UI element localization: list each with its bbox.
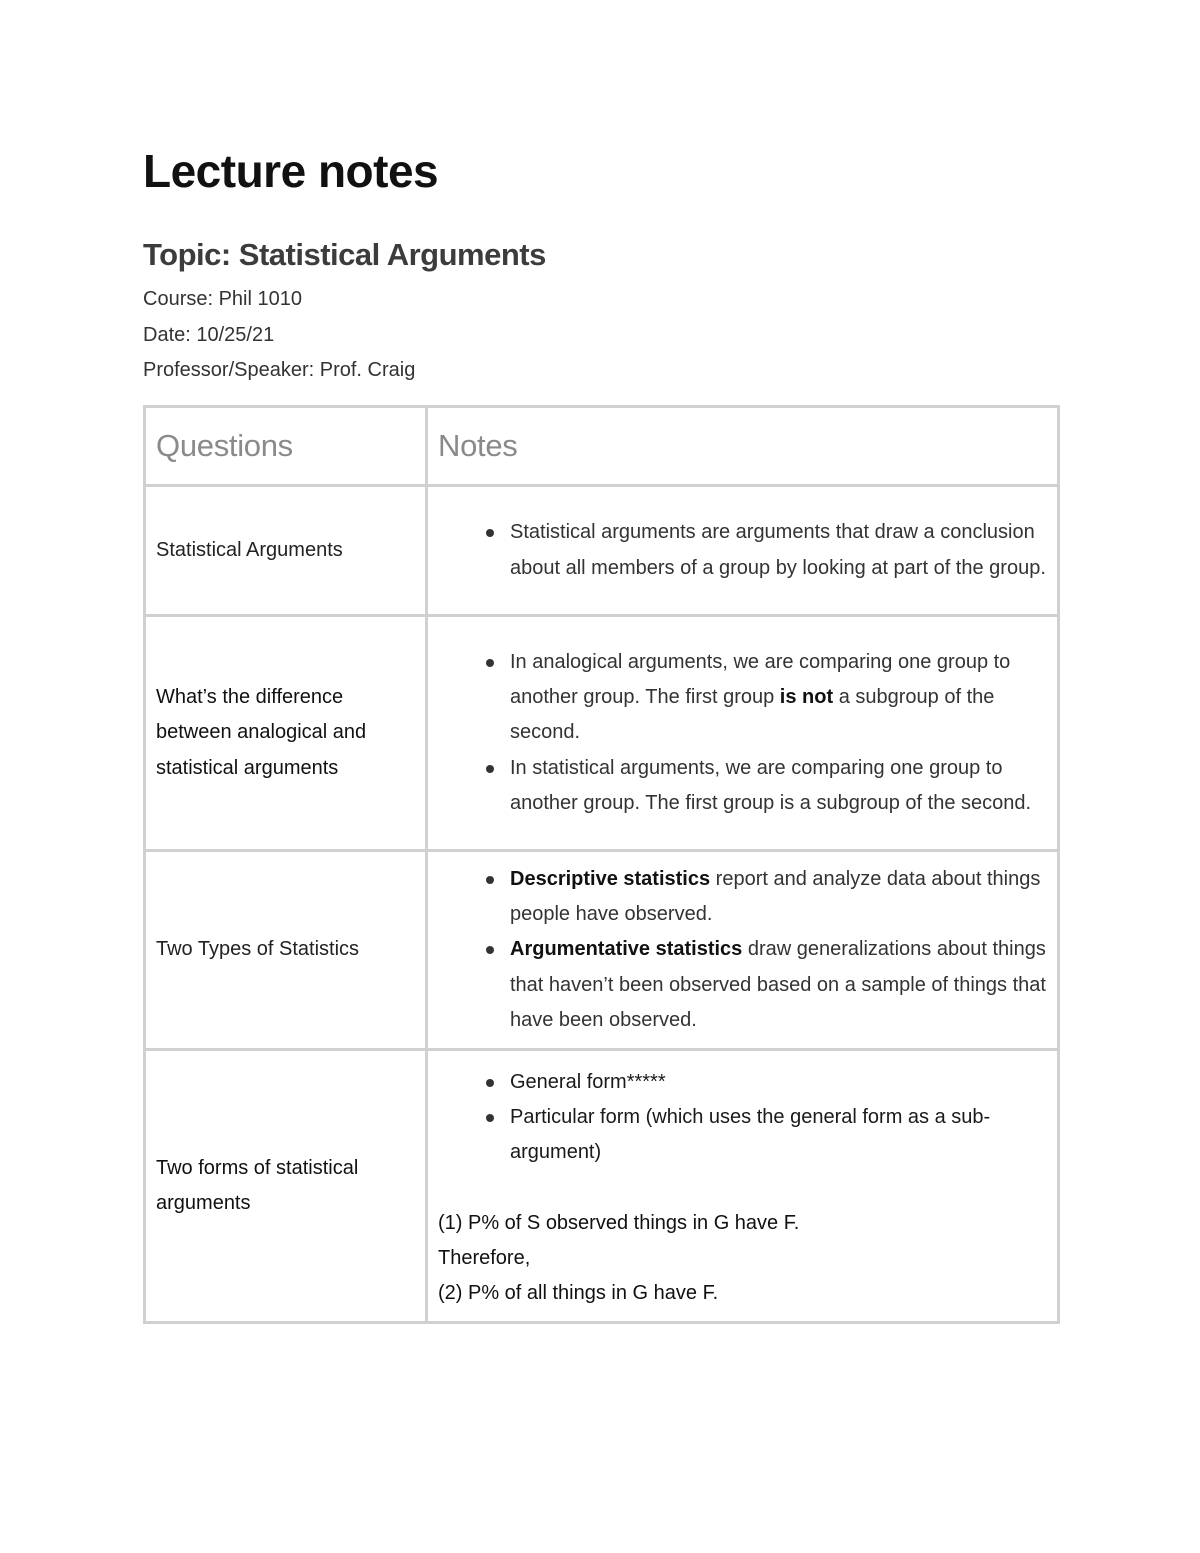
note-text: In statistical arguments, we are comparing one group to another group. The first group is a subgroup of the second. bbox=[510, 756, 1032, 814]
note-item bbox=[510, 862, 1047, 932]
note-item bbox=[510, 751, 1047, 821]
note-text: a subgroup of the second. bbox=[510, 686, 995, 744]
notes-list bbox=[438, 862, 1047, 1038]
note-text: report and analyze data about things people have observed. bbox=[510, 867, 1041, 926]
notes-list bbox=[438, 645, 1047, 821]
notes-header: Notes bbox=[427, 407, 1059, 486]
table-row bbox=[145, 851, 1059, 1050]
notes-cell bbox=[427, 1050, 1059, 1323]
cornell-notes-table bbox=[143, 405, 1060, 1324]
note-text: In analogical arguments, we are comparing one group to another group. The first group bbox=[510, 650, 1011, 709]
page-title: Lecture notes bbox=[143, 145, 439, 197]
note-item: General form***** bbox=[510, 1065, 1047, 1100]
notes-cell bbox=[427, 486, 1059, 616]
table-row bbox=[145, 486, 1059, 616]
question-cell: What’s the difference between analogical and statistical arguments bbox=[145, 616, 427, 851]
note-emphasis: is not bbox=[779, 686, 834, 709]
therefore-line: Therefore, bbox=[438, 1246, 531, 1269]
note-emphasis: Argumentative statistics bbox=[510, 938, 743, 961]
notes-list bbox=[438, 515, 1047, 585]
speaker-line: Professor/Speaker: Prof. Craig bbox=[143, 359, 416, 381]
date-line: Date: 10/25/21 bbox=[143, 323, 275, 346]
notes-cell bbox=[427, 851, 1059, 1050]
note-emphasis: Descriptive statistics bbox=[510, 867, 711, 890]
notes-cell bbox=[427, 616, 1059, 851]
meta-block bbox=[143, 282, 1057, 389]
note-item: Statistical arguments are arguments that draw a conclusion about all members of a group by looking at part of the group. bbox=[510, 515, 1047, 585]
question-cell: Statistical Arguments bbox=[145, 486, 427, 616]
premise-line: (1) P% of S observed things in G have F. bbox=[438, 1211, 800, 1234]
note-item bbox=[510, 932, 1047, 1038]
document-header bbox=[143, 140, 1057, 389]
conclusion-line: (2) P% of all things in G have F. bbox=[438, 1281, 719, 1304]
table-row bbox=[145, 616, 1059, 851]
table-header-row bbox=[145, 407, 1059, 486]
notes-list bbox=[438, 1065, 1047, 1171]
questions-header: Questions bbox=[145, 407, 427, 486]
course-line: Course: Phil 1010 bbox=[143, 288, 302, 310]
note-item: Particular form (which uses the general form as a sub-argument) bbox=[510, 1100, 1047, 1170]
argument-form bbox=[438, 1206, 1047, 1312]
topic-heading: Topic: Statistical Arguments bbox=[143, 237, 546, 272]
question-cell: Two forms of statistical arguments bbox=[145, 1050, 427, 1323]
note-text: draw generalizations about things that haven’t been observed based on a sample of things that have been observed. bbox=[510, 938, 1046, 1031]
question-cell: Two Types of Statistics bbox=[145, 851, 427, 1050]
table-row bbox=[145, 1050, 1059, 1323]
note-item bbox=[510, 645, 1047, 751]
